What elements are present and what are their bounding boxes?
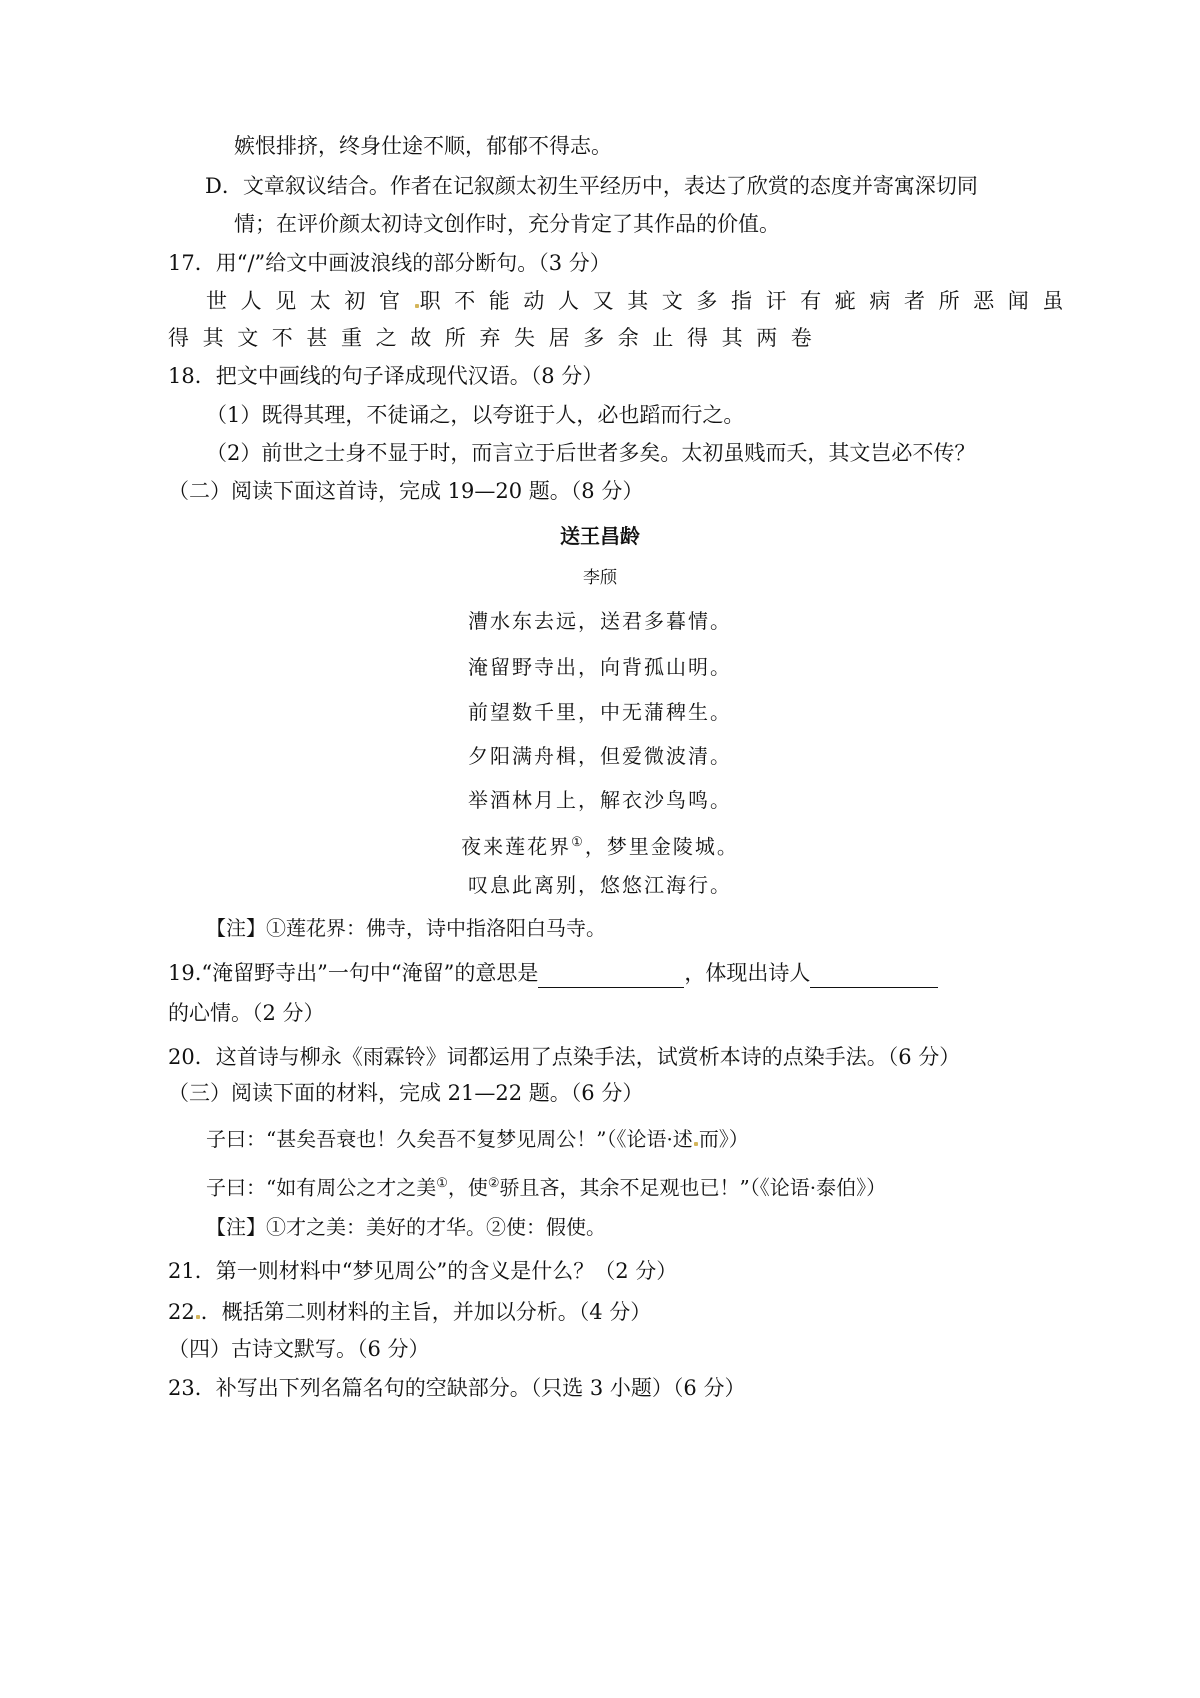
question-22: 22 ．概括第二则材料的主旨，并加以分析。（4 分） <box>168 1300 652 1324</box>
question-23: 23．补写出下列名篇名句的空缺部分。（只选 3 小题）（6 分） <box>168 1376 746 1400</box>
highlight-mark <box>415 304 419 308</box>
q18-item-1: （1）既得其理，不徒诵之，以夸诳于人，必也蹈而行之。 <box>206 403 745 427</box>
footnote-mark: ② <box>487 1176 500 1191</box>
question-21: 21．第一则材料中“梦见周公”的含义是什么？（2 分） <box>168 1259 678 1283</box>
q17-passage-line-1: 世人见太初官 职不能动人又其文多指讦有疵病者所恶闻虽 <box>206 289 1078 313</box>
section-3-heading: （三）阅读下面的材料，完成 21—22 题。（6 分） <box>168 1081 644 1105</box>
section-2-heading: （二）阅读下面这首诗，完成 19—20 题。（8 分） <box>168 479 644 503</box>
poem-line-5: 举酒林月上，解衣沙鸟鸣。 <box>468 788 732 812</box>
highlight-mark <box>196 1315 200 1319</box>
poem-line-2: 淹留野寺出，向背孤山明。 <box>468 655 732 679</box>
material-1: 子曰：“甚矣吾衰也！久矣吾不复梦见周公！”（《论语·述 而》） <box>206 1127 749 1151</box>
poem-line-6: 夜来莲花界①，梦里金陵城。 <box>461 834 739 859</box>
question-19-cont: 的心情。（2 分） <box>168 1001 325 1025</box>
poem-line-1: 漕水东去远，送君多暮情。 <box>468 609 732 633</box>
poem-note: 【注】①莲花界：佛寺，诗中指洛阳白马寺。 <box>206 916 606 940</box>
poem-line-4: 夕阳满舟楫，但爱微波清。 <box>468 744 732 768</box>
q17-passage-line-2: 得其文不甚重之故所弃失居多余止得其两卷 <box>168 326 826 350</box>
highlight-mark <box>694 1142 698 1146</box>
material-note: 【注】①才之美：美好的才华。②使：假使。 <box>206 1215 606 1239</box>
poem-author: 李颀 <box>583 568 617 588</box>
footnote-mark: ① <box>571 835 585 850</box>
q18-item-2: （2）前世之士身不显于时，而言立于后世者多矣。太初虽贱而夭，其文岂必不传？ <box>206 441 976 465</box>
option-c-continued: 嫉恨排挤，终身仕途不顺，郁郁不得志。 <box>234 134 612 158</box>
question-18: 18．把文中画线的句子译成现代汉语。（8 分） <box>168 364 604 388</box>
poem-title: 送王昌龄 <box>560 524 640 548</box>
poem-line-7: 叹息此离别，悠悠江海行。 <box>468 873 732 897</box>
footnote-mark: ① <box>436 1176 448 1191</box>
option-d-line-1: D．文章叙议结合。作者在记叙颜太初生平经历中，表达了欣赏的态度并寄寓深切同 <box>205 174 978 198</box>
answer-blank-1[interactable] <box>538 963 684 988</box>
question-17: 17．用“/”给文中画波浪线的部分断句。（3 分） <box>168 251 611 275</box>
answer-blank-2[interactable] <box>810 963 938 988</box>
material-2: 子曰：“如有周公之才之美①，使②骄且吝，其余不足观也已！”（《论语·泰伯》） <box>206 1175 887 1200</box>
question-19: 19.“淹留野寺出”一句中“淹留”的意思是 ，体现出诗人 <box>168 958 938 988</box>
option-d-line-2: 情；在评价颜太初诗文创作时，充分肯定了其作品的价值。 <box>234 212 780 236</box>
question-20: 20．这首诗与柳永《雨霖铃》词都运用了点染手法，试赏析本诗的点染手法。（6 分） <box>168 1045 961 1069</box>
section-4-heading: （四）古诗文默写。（6 分） <box>168 1337 430 1361</box>
poem-line-3: 前望数千里，中无蒲稗生。 <box>468 700 732 724</box>
